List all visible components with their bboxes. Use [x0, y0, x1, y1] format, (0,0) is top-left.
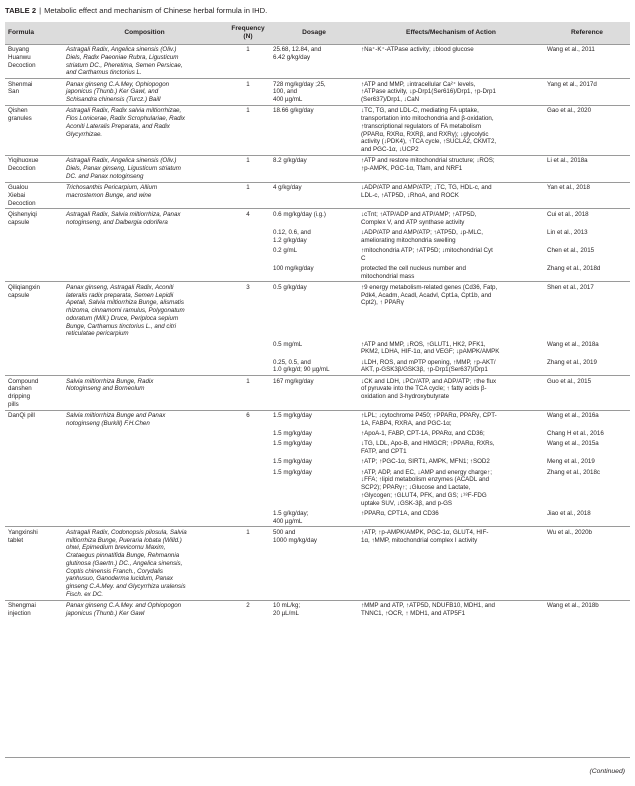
table-bottom-rule [5, 757, 630, 758]
cell-frequency [226, 339, 270, 357]
cell-frequency: 6 [226, 410, 270, 429]
cell-effects: ↑9 energy metabolism-related genes (Cd36, Fatp, Pdk4, Acadm, Acadl, Acadvl, Cpt1a, Cpt1b, and Cpt2), ↑ PPARγ [358, 282, 544, 339]
table-row [5, 410, 630, 429]
cell-composition [63, 439, 226, 457]
cell-frequency [226, 508, 270, 527]
cell-frequency: 3 [226, 282, 270, 339]
herbal-formula-table [5, 22, 630, 619]
cell-dosage: 728 mg/kg/day ;25, 100, and 400 µg/mL [270, 79, 358, 106]
cell-effects: ↓CK and LDH, ↓PCr/ATP, and ADP/ATP; ↑the flux of pyruvate into the TCA cycle; ↑ fatty acids β- oxidation and 3-hydroxybutyrate [358, 376, 544, 411]
cell-composition: Trichosanthis Pericarpium, Allium macrostemon Bunge, and wine [63, 182, 226, 209]
cell-composition: Salvia miltiorrhiza Bunge, Radix Notoginseng and Borneolum [63, 376, 226, 411]
cell-frequency: 1 [226, 105, 270, 155]
cell-reference: Meng et al., 2019 [547, 458, 595, 466]
table-row [5, 182, 630, 209]
cell-reference: Shen et al., 2017 [544, 282, 630, 339]
cell-formula [5, 227, 63, 245]
cell-reference: Zhang et al., 2019 [547, 358, 597, 366]
table-row [5, 467, 630, 508]
table-row [5, 339, 630, 357]
cell-formula [5, 263, 63, 282]
cell-formula: Qiliqiangxin capsule [5, 282, 63, 339]
cell-formula: Shenmai San [5, 79, 63, 106]
cell-dosage: 1.5 mg/kg/day [273, 458, 312, 466]
table-row [5, 209, 630, 228]
cell-composition: Panax ginseng, Astragali Radix, Aconiti lateralis radix preparata, Semen Lepidii Apetali, Salvia miltiorrhiza Bunge, alismatis rhizoma, cinnamomi ramulus, Polygonatum odoratum (Mill.) Druce, Periploca sepium Bunge, Carthamus tinctorius L., and citri reticulatae pericarpium [63, 282, 226, 339]
cell-composition [63, 263, 226, 282]
cell-reference: Li et al., 2018a [544, 155, 630, 182]
cell-dosage: 0.5 g/kg/day [270, 282, 358, 339]
table-label: TABLE 2 [5, 6, 37, 15]
cell-composition [63, 357, 226, 376]
cell-reference: Wang et al., 2016a [544, 410, 630, 429]
table-body [5, 44, 630, 619]
cell-frequency [226, 357, 270, 376]
cell-composition [63, 508, 226, 527]
cell-reference: Chen et al., 2015 [547, 246, 595, 254]
table-row [5, 79, 630, 106]
cell-composition: Salvia miltiorrhiza Bunge and Panax notoginseng (Burkill) F.H.Chen [63, 410, 226, 429]
cell-formula: Yangxinshi tablet [5, 527, 63, 600]
cell-frequency: 1 [226, 182, 270, 209]
cell-composition [63, 339, 226, 357]
cell-reference: Yan et al., 2018 [544, 182, 630, 209]
table-row [5, 600, 630, 619]
table-row [5, 508, 630, 527]
cell-formula [5, 429, 63, 439]
cell-dosage: 10 mL/kg; 20 µL/mL [270, 600, 358, 619]
cell-frequency: 4 [226, 209, 270, 228]
cell-reference: Zhang et al., 2018c [547, 468, 600, 476]
header-dosage: Dosage [270, 22, 358, 44]
cell-formula: Buyang Huanwu Decoction [5, 44, 63, 79]
cell-effects: ↑ATP; ↑PGC-1α, SIRT1, AMPK, MFN1; ↑SOD2 [361, 458, 490, 466]
cell-formula: Compound danshen dripping pills [5, 376, 63, 411]
cell-frequency: 1 [226, 376, 270, 411]
cell-effects: ↓TC, TG, and LDL-C, mediating FA uptake, transportation into mitochondria and β-oxidation, ↑transcriptional regulators of FA metabolism (PPARα, RXRα, RXRβ, and RXRγ); ↓glycolytic activity (↓PDK4), ↑TCA cycle, ↑SUCLA2, CKMT2, and PGC-1α, ↓UCP2 [358, 105, 544, 155]
cell-reference: Chang H et al., 2016 [547, 430, 604, 437]
cell-composition [63, 227, 226, 245]
cell-effects: ↑ApoA-1, FABP, CPT-1A, PPARα, and CD36; [361, 430, 485, 437]
cell-composition [63, 429, 226, 439]
table-row [5, 245, 630, 263]
cell-effects: ↓TG, LDL, Apo-B, and HMGCR; ↑PPARα, RXRs, FATP, and CPT1 [361, 440, 495, 455]
header-effects: Effects/Mechanism of Action [358, 22, 544, 44]
table-row [5, 457, 630, 467]
cell-effects: ↓cTnt; ↑ATP/ADP and ATP/AMP; ↑ATP5D, Complex V, and ATP synthase activity [358, 209, 544, 228]
cell-dosage: 1.5 mg/kg/day [273, 440, 312, 448]
cell-dosage: 25.68, 12.84, and 6.42 g/kg/day [270, 44, 358, 79]
cell-formula [5, 339, 63, 357]
cell-dosage: 0.2 g/mL [273, 246, 298, 254]
cell-frequency [226, 457, 270, 467]
cell-frequency [226, 429, 270, 439]
cell-reference: Wang et al., 2011 [544, 44, 630, 79]
header-composition: Composition [63, 22, 226, 44]
continued-note: (Continued) [589, 768, 625, 775]
table-header-row [5, 22, 630, 44]
cell-dosage: 1.5 mg/kg/day [273, 468, 312, 476]
cell-formula: DanQi pill [5, 410, 63, 429]
cell-reference: Wang et al., 2015a [547, 440, 599, 448]
cell-effects: ↑Na⁺-K⁺-ATPase activity; ↓blood glucose [358, 44, 544, 79]
table-row [5, 263, 630, 282]
cell-composition [63, 457, 226, 467]
cell-composition: Astragali Radix, Codonopsis pilosula, Salvia miltiorrhiza Bunge, Pueraria lobata (Willd.) ohwi, Epimedium brevicornu Maxim, Crataegus pinnatifida Bunge, Rehmannia glutinosa (Gaertn.) DC., Angelica sinensis, Coptis chinensis Franch., Corydalis yanhusuo, Ganoderma lucidum, Panax ginseng C.A.Mey. and Glycyrrhiza uralensis Fisch. ex DC. [63, 527, 226, 600]
cell-reference: Lin et al., 2013 [547, 228, 588, 236]
cell-effects: protected the cell nucleus number and mitochondrial mass [361, 264, 466, 280]
cell-composition: Panax ginseng C.A.Mey. and Ophiopogon japonicus (Thunb.) Ker Gawl [63, 600, 226, 619]
cell-effects: ↑ATP and MMP, ↓intracellular Ca²⁺ levels, ↑ATPase activity, ↓p-Drp1(Ser616)/Drp1, ↑p-Drp1 (Ser637)/Drp1, ↓CaN [358, 79, 544, 106]
cell-effects: ↑MMP and ATP, ↑ATP5D, NDUFB10, MDH1, and TNNC1, ↑OCR, ↑ MDH1, and ATP5F1 [358, 600, 544, 619]
cell-frequency [226, 439, 270, 457]
cell-formula [5, 357, 63, 376]
table-row [5, 376, 630, 411]
cell-reference: Jiao et al., 2018 [547, 509, 591, 517]
cell-effects: ↓ADP/ATP and AMP/ATP; ↓TC, TG, HDL-c, and LDL-c, ↑ATP5D, ↓RhoA, and ROCK [358, 182, 544, 209]
cell-dosage: 167 mg/kg/day [270, 376, 358, 411]
cell-effects: ↑ATP and MMP, ↓ROS, ↑GLUT1, HK2, PFK1, PKM2, LDHA, HIF-1α, and VEGF; ↓pAMPK/AMPK [361, 340, 500, 356]
cell-frequency: 1 [226, 527, 270, 600]
cell-frequency [226, 227, 270, 245]
cell-composition: Astragali Radix, Angelica sinensis (Oliv.) Diels, Panax ginseng, Ligusticum striatum DC. and Panax notoginseng [63, 155, 226, 182]
cell-reference: Wang et al., 2018b [544, 600, 630, 619]
cell-formula [5, 439, 63, 457]
cell-formula: Gualou Xiebai Decoction [5, 182, 63, 209]
cell-composition [63, 467, 226, 508]
cell-frequency: 2 [226, 600, 270, 619]
table-row [5, 282, 630, 339]
header-formula: Formula [5, 22, 63, 44]
table-row [5, 105, 630, 155]
cell-formula [5, 457, 63, 467]
cell-dosage: 18.66 g/kg/day [270, 105, 358, 155]
cell-dosage: 4 g/kg/day [270, 182, 358, 209]
table-row [5, 429, 630, 439]
table-row [5, 155, 630, 182]
cell-effects: ↑LPL; ↓cytochrome P450; ↑PPARα, PPARγ, CPT- 1A, FABP4, RXRA, and PGC-1α; [358, 410, 544, 429]
cell-composition: Panax ginseng C.A.Mey, Ophiopogon japonicus (Thunb.) Ker Gawl, and Schisandra chinensis (Turcz.) Baill [63, 79, 226, 106]
cell-formula [5, 508, 63, 527]
cell-formula: Qishen granules [5, 105, 63, 155]
cell-dosage: 500 and 1000 mg/kg/day [270, 527, 358, 600]
header-reference: Reference [544, 22, 630, 44]
cell-composition [63, 245, 226, 263]
cell-formula [5, 467, 63, 508]
cell-dosage: 1.5 mg/kg/day [270, 410, 358, 429]
cell-dosage: 0.6 mg/kg/day (i.g.) [270, 209, 358, 228]
cell-formula: Shengmai injection [5, 600, 63, 619]
cell-frequency: 1 [226, 79, 270, 106]
cell-dosage: 100 mg/kg/day [273, 264, 314, 272]
cell-reference: Wu et al., 2020b [544, 527, 630, 600]
cell-composition: Astragali Radix, Radix salvia miltiorrhizae, Flos Lonicerae, Radix Scrophulariae, Radix Aconiti Lateralis Preparata, and Radix Glycyrrhizae. [63, 105, 226, 155]
cell-effects: ↑ATP, ADP, and EC, ↓AMP and energy charge↑; ↓FFA; ↑lipid metabolism enzymes (ACADL and SCP2); PPARγ↑; ↓Glucose and Lactate, ↑Glycogen; ↑GLUT4, PFK, and GS; ↓¹⁸F-FDG uptake SUV, ↓GSK-3β, and p-GS [361, 468, 492, 507]
table-row [5, 357, 630, 376]
cell-frequency: 1 [226, 155, 270, 182]
table-title: Metabolic effect and mechanism of Chinese herbal formula in IHD. [44, 6, 268, 15]
cell-formula [5, 245, 63, 263]
cell-frequency [226, 467, 270, 508]
table-row [5, 44, 630, 79]
cell-effects: ↑ATP, ↑p-AMPK/AMPK, PGC-1α, GLUT4, HIF- 1α, ↑MMP, mitochondrial complex I activity [358, 527, 544, 600]
cell-composition: Astragali Radix, Angelica sinensis (Oliv.) Diels, Radix Paeoniae Rubra, Ligusticum striatum DC., Pheretima, Semen Persicae, and Carthamus tinctorius L. [63, 44, 226, 79]
cell-reference: Wang et al., 2018a [547, 340, 599, 348]
header-frequency: Frequency (N) [226, 22, 270, 44]
cell-dosage: 0.5 mg/mL [273, 340, 303, 348]
cell-reference: Gao et al., 2020 [544, 105, 630, 155]
cell-effects: ↑mitochondria ATP; ↑ATP5D; ↓mitochondrial Cyt C [361, 246, 493, 262]
table-caption [5, 6, 630, 16]
cell-dosage: 1.5 g/kg/day; 400 µg/mL [273, 509, 309, 525]
cell-effects: ↓LDH, ROS, and mPTP opening, ↑MMP, ↑p-AKT/ AKT, p-GSK3β/GSK3β, ↑p-Drp1(Ser637)/Drp1 [361, 358, 496, 374]
cell-reference: Zhang et al., 2018d [547, 264, 601, 272]
table-row [5, 439, 630, 457]
cell-reference: Guo et al., 2015 [544, 376, 630, 411]
cell-composition: Astragali Radix, Salvia miltiorrhiza, Panax notoginseng, and Dalbergia odorifera [63, 209, 226, 228]
cell-reference: Yang et al., 2017d [544, 79, 630, 106]
cell-dosage: 8.2 g/kg/day [270, 155, 358, 182]
cell-frequency [226, 245, 270, 263]
caption-separator: | [39, 6, 42, 15]
cell-dosage: 1.5 mg/kg/day [273, 430, 312, 437]
table-row [5, 227, 630, 245]
cell-reference: Cui et al., 2018 [544, 209, 630, 228]
cell-frequency [226, 263, 270, 282]
cell-frequency: 1 [226, 44, 270, 79]
cell-dosage: 0.12, 0.6, and 1.2 g/kg/day [273, 228, 311, 244]
cell-dosage: 0.25, 0.5, and 1.0 g/kg/d; 90 µg/mL [273, 358, 330, 374]
cell-formula: Yiqihuoxue Decoction [5, 155, 63, 182]
cell-effects: ↑ATP and restore mitochondrial structure; ↓ROS; ↑p-AMPK, PGC-1α, Tfam, and NRF1 [358, 155, 544, 182]
cell-effects: ↑PPARα, CPT1A, and CD36 [361, 509, 439, 517]
cell-formula: Qishenyiqi capsule [5, 209, 63, 228]
cell-effects: ↓ADP/ATP and AMP/ATP; ↑ATP5D, ↓p-MLC, ameliorating mitochondria swelling [361, 228, 483, 244]
table-row [5, 527, 630, 600]
